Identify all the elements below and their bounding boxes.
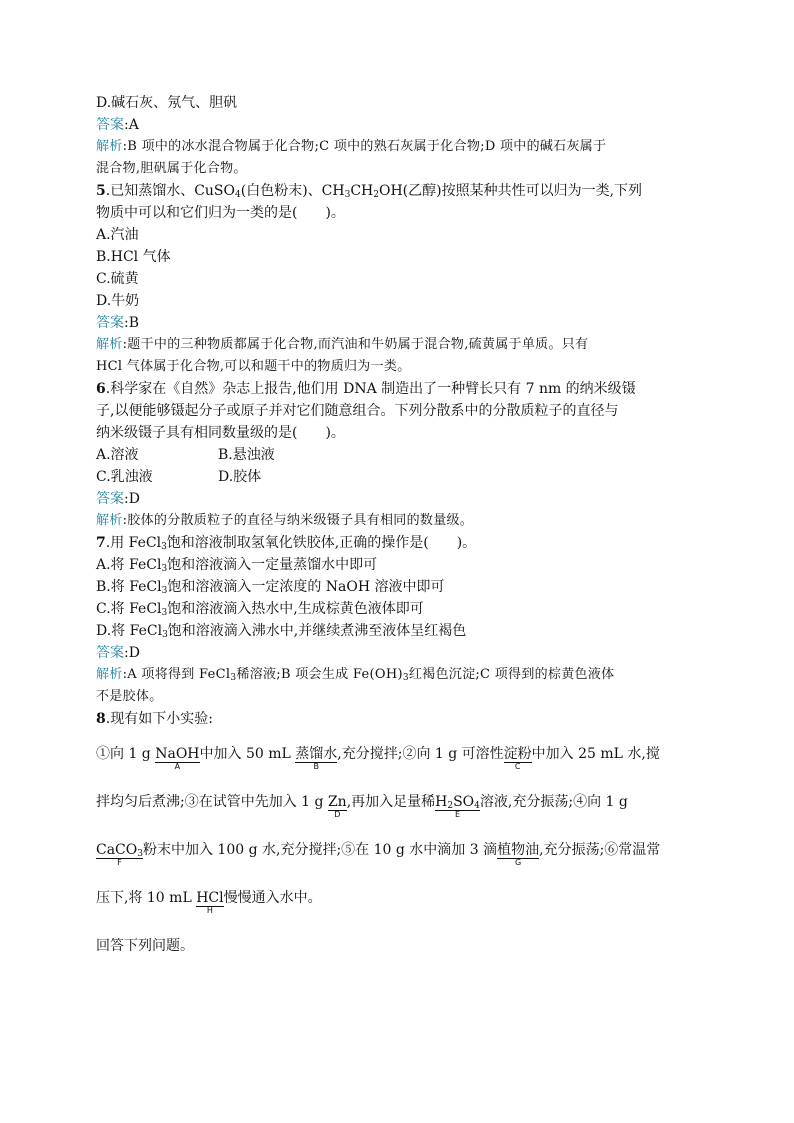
q7-option-d xyxy=(96,620,706,642)
subscript: 3 xyxy=(344,190,351,200)
stem-text: .科学家在《自然》杂志上报告,他们用 DNA 制造出了一种臂长只有 7 nm 的纳米级镊 xyxy=(105,381,636,397)
stem-text: (白色粉末)、CH xyxy=(240,183,345,199)
text: NaOH xyxy=(155,746,200,762)
q7-answer xyxy=(96,642,706,664)
option-text: 饱和溶液滴入一定浓度的 NaOH 溶液中即可 xyxy=(167,579,445,595)
answer-label: 答案 xyxy=(96,491,124,507)
underlined-oil xyxy=(497,842,540,867)
text: ,充分振荡;⑥常温常 xyxy=(539,842,661,858)
explanation-label: 解析 xyxy=(96,513,123,528)
option-text: A.将 FeCl xyxy=(96,557,162,573)
text: HCl xyxy=(196,890,224,906)
label-tag: E xyxy=(454,810,461,819)
subscript: 3 xyxy=(402,673,409,683)
document-page xyxy=(96,92,706,970)
q5-explanation-line1 xyxy=(96,334,706,356)
q6-stem-line2: 子,以便能够镊起分子或原子并对它们随意组合。下列分散系中的分散质粒子的直径与 xyxy=(96,403,619,419)
text: 蒸馏水 xyxy=(295,746,338,762)
q8-line1 xyxy=(96,730,706,778)
q6-option-c: C.乳浊液 xyxy=(96,469,153,485)
subscript: 2 xyxy=(373,190,379,200)
explanation-label: 解析 xyxy=(96,667,123,682)
text: 中加入 50 mL xyxy=(199,746,296,762)
q5-option-d: D.牛奶 xyxy=(96,293,140,309)
q7-explanation-line1 xyxy=(96,664,706,686)
text: 溶液,充分振荡;④向 1 g xyxy=(479,794,628,810)
q7-stem xyxy=(96,532,706,554)
answer-value: :A xyxy=(124,117,139,133)
q5-stem-line1 xyxy=(96,180,706,202)
explanation-text: :A 项将得到 FeCl xyxy=(122,667,231,682)
explanation-text: :题干中的三种物质都属于化合物,而汽油和牛奶属于混合物,硫黄属于单质。只有 xyxy=(122,337,589,352)
underlined-h2so4 xyxy=(435,794,480,819)
stem-text: .已知蒸馏水、CuSO xyxy=(105,183,235,199)
subscript: 3 xyxy=(161,542,167,552)
answer-value: :B xyxy=(124,315,140,331)
q4-explanation-line1 xyxy=(96,136,706,158)
text: 慢慢通入水中。 xyxy=(223,890,322,906)
option-text: 饱和溶液滴入一定量蒸馏水中即可 xyxy=(167,557,378,573)
q5-option-a: A.汽油 xyxy=(96,227,139,243)
q8-line2 xyxy=(96,778,706,826)
text: 淀粉 xyxy=(503,746,532,762)
q5-option-b: B.HCl 气体 xyxy=(96,249,171,265)
subscript: 4 xyxy=(235,190,241,200)
q8-stem xyxy=(96,708,706,730)
stem-text: OH(乙醇)按照某种共性可以归为一类,下列 xyxy=(378,183,643,199)
explanation-text: :胶体的分散质粒子的直径与纳米级镊子具有相同的数量级。 xyxy=(122,513,474,528)
text: 粉末中加入 100 g 水,充分搅拌;⑤在 10 g 水中滴加 3 滴 xyxy=(142,842,498,858)
stem-text: .现有如下小实验: xyxy=(105,711,213,727)
q7-option-b xyxy=(96,576,706,598)
q4-explanation-line2: 混合物,胆矾属于化合物。 xyxy=(96,161,247,176)
q5-explanation-line2: HCl 气体属于化合物,可以和题干中的物质归为一类。 xyxy=(96,359,411,374)
label-tag: A xyxy=(174,762,181,771)
text: 植物油 xyxy=(497,842,540,858)
underlined-zn xyxy=(327,794,347,819)
text: ,再加入足量稀 xyxy=(346,794,436,810)
underlined-naoh xyxy=(155,746,200,771)
label-tag: G xyxy=(515,858,522,867)
explanation-text: :B 项中的冰水混合物属于化合物;C 项中的熟石灰属于化合物;D 项中的碱石灰属于 xyxy=(122,139,607,154)
text: ①向 1 g xyxy=(96,746,156,762)
answer-label: 答案 xyxy=(96,645,124,661)
q6-option-d: D.胶体 xyxy=(218,469,262,485)
subscript: 3 xyxy=(137,849,143,859)
underlined-starch xyxy=(503,746,532,771)
text: CaCO xyxy=(96,842,138,858)
q6-explanation-line1 xyxy=(96,510,706,532)
q6-options-row2 xyxy=(96,466,706,488)
q6-answer xyxy=(96,488,706,510)
answer-value: :D xyxy=(124,645,140,661)
q7-option-a xyxy=(96,554,706,576)
text: 拌均匀后煮沸;③在试管中先加入 1 g xyxy=(96,794,328,810)
q4-answer xyxy=(96,114,706,136)
subscript: 2 xyxy=(447,801,454,811)
stem-text: CH xyxy=(350,183,374,199)
underlined-hcl xyxy=(196,890,224,915)
text: 压下,将 10 mL xyxy=(96,890,197,906)
question-number: 8 xyxy=(96,711,106,727)
stem-text: 饱和溶液制取氢氧化铁胶体,正确的操作是( )。 xyxy=(166,535,477,551)
subscript: 4 xyxy=(474,801,480,811)
underlined-caco3 xyxy=(96,842,143,867)
subscript: 3 xyxy=(230,673,237,683)
q6-option-a: A.溶液 xyxy=(96,447,139,463)
q8-line5: 回答下列问题。 xyxy=(96,938,194,954)
option-text: D.将 FeCl xyxy=(96,623,163,639)
text: ,充分搅拌;②向 1 g 可溶性 xyxy=(337,746,504,762)
explanation-text: 红褐色沉淀;C 项得到的棕黄色液体 xyxy=(408,667,615,682)
answer-label: 答案 xyxy=(96,117,124,133)
subscript: 3 xyxy=(161,608,168,618)
explanation-label: 解析 xyxy=(96,337,123,352)
option-text: 饱和溶液滴入沸水中,并继续煮沸至液体呈红褐色 xyxy=(167,623,467,639)
text: Zn xyxy=(327,794,347,810)
option-text: B.将 FeCl xyxy=(96,579,162,595)
stem-text: .用 FeCl xyxy=(105,535,162,551)
subscript: 3 xyxy=(161,564,168,574)
q5-option-c: C.硫黄 xyxy=(96,271,139,287)
explanation-label: 解析 xyxy=(96,139,123,154)
label-tag: C xyxy=(514,762,521,771)
q4-option-d: D.碱石灰、氖气、胆矾 xyxy=(96,95,238,111)
q8-line3 xyxy=(96,826,706,874)
q6-stem-line3: 纳米级镊子具有相同数量级的是( )。 xyxy=(96,425,345,441)
answer-label: 答案 xyxy=(96,315,124,331)
question-number: 6 xyxy=(96,381,106,397)
question-number: 7 xyxy=(96,535,106,551)
answer-value: :D xyxy=(124,491,140,507)
question-number: 5 xyxy=(96,183,106,199)
explanation-text: 稀溶液;B 项会生成 Fe(OH) xyxy=(236,667,403,682)
q8-line4 xyxy=(96,874,706,922)
q7-explanation-line2: 不是胶体。 xyxy=(96,689,163,704)
label-tag: D xyxy=(334,810,341,819)
text: 中加入 25 mL 水,搅 xyxy=(531,746,660,762)
q7-option-c xyxy=(96,598,706,620)
option-text: 饱和溶液滴入热水中,生成棕黄色液体即可 xyxy=(167,601,424,617)
text: SO xyxy=(453,794,475,810)
underlined-water xyxy=(295,746,338,771)
q5-answer xyxy=(96,312,706,334)
q6-options-row1 xyxy=(96,444,706,466)
label-tag: F xyxy=(117,858,122,867)
subscript: 3 xyxy=(161,586,168,596)
q6-option-b: B.悬浊液 xyxy=(218,447,275,463)
label-tag: B xyxy=(313,762,320,771)
subscript: 3 xyxy=(162,630,168,640)
q6-stem-line1 xyxy=(96,378,706,400)
option-text: C.将 FeCl xyxy=(96,601,162,617)
text: H xyxy=(435,794,448,810)
q5-stem-line2: 物质中可以和它们归为一类的是( )。 xyxy=(96,205,345,221)
label-tag: H xyxy=(206,906,213,915)
